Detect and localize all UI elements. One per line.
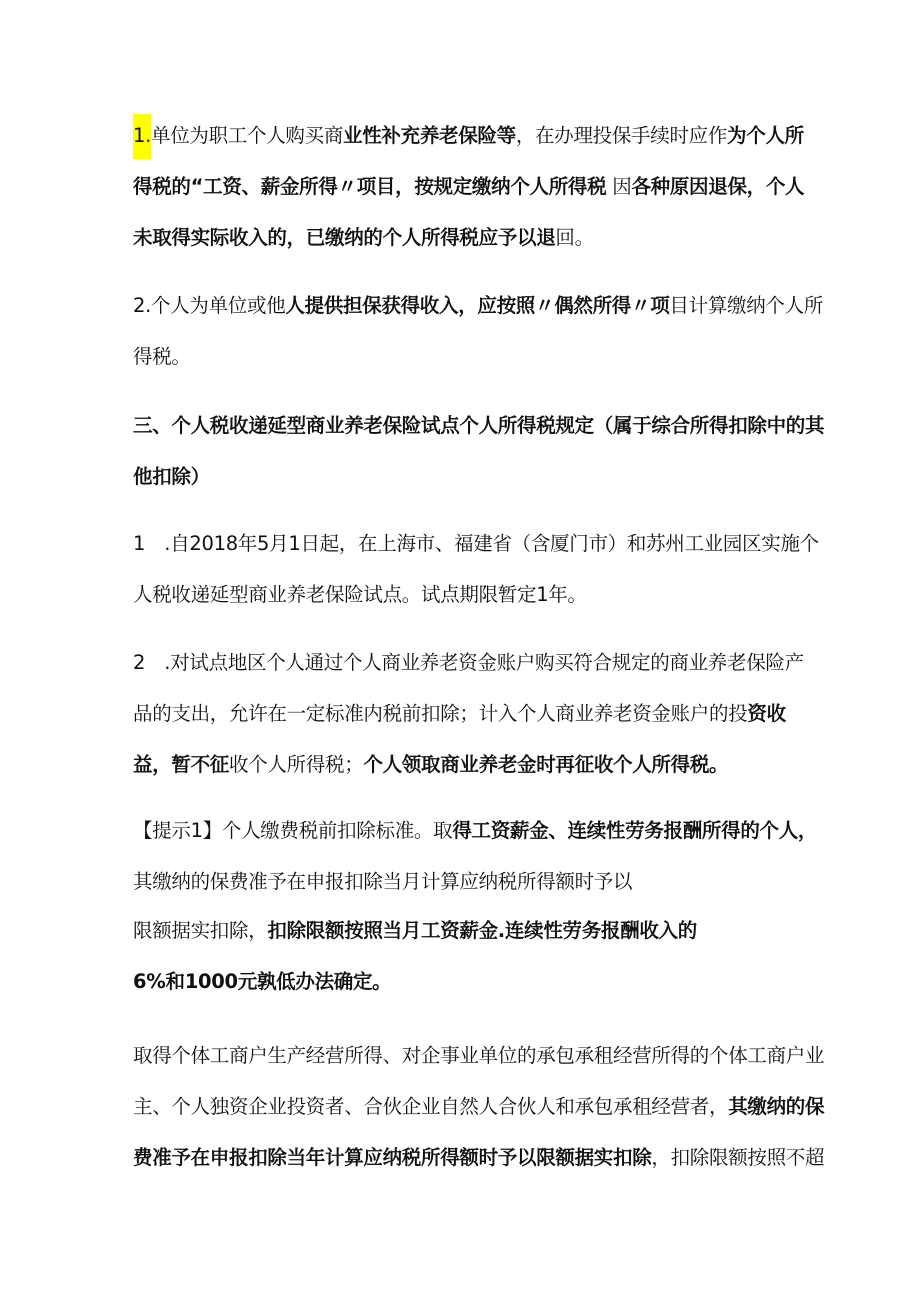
- paragraph-business-line-2: 主、个人独资企业投资者、合伙企业自然人合伙人和承包承租经营者，其缴纳的保: [133, 1095, 825, 1118]
- section-heading-3-line-2: 他扣除）: [133, 465, 210, 488]
- paragraph-2-line-1: 2.个人为单位或他人提供担保获得收入，应按照〃偶然所得〃项目计算缴纳个人所: [133, 294, 824, 317]
- paragraph-2-line-2: 得税。: [133, 345, 191, 368]
- tip-paragraph-line-1: 【提示1】个人缴费税前扣除标准。取得工资薪金、连续性劳务报酬所得的个人，: [133, 819, 818, 842]
- paragraph-1-line-3: 未取得实际收入的，已缴纳的个人所得税应予以退回。: [133, 226, 594, 249]
- paragraph-business: [133, 1030, 825, 1183]
- paragraph-3: [133, 518, 819, 620]
- paragraph-1-line-2: 得税的“工资、薪金所得〃项目，按规定缴纳个人所得税 因各种原因退保，个人: [133, 175, 805, 198]
- tip-paragraph-line-2: 其缴纳的保费准予在申报扣除当月计算应纳税所得额时予以: [133, 870, 633, 893]
- paragraph-4-line-1: 2 .对试点地区个人通过个人商业养老资金账户购买符合规定的商业养老保险产: [133, 651, 804, 674]
- paragraph-business-line-1: 取得个体工商户生产经营所得、对企事业单位的承包承租经营所得的个体工商户业: [133, 1044, 825, 1067]
- paragraph-limit: [133, 905, 798, 1007]
- section-heading-3-line-1: 三、个人税收递延型商业养老保险试点个人所得税规定（属于综合所得扣除中的其: [133, 414, 825, 437]
- paragraph-2: [133, 280, 824, 382]
- paragraph-4: [133, 637, 804, 790]
- highlight-mark: 1.: [133, 114, 151, 159]
- paragraph-1: [133, 110, 805, 263]
- paragraph-4-line-3: 益，暂不征收个人所得税；个人领取商业养老金时再征收个人所得税。: [133, 753, 729, 776]
- paragraph-business-line-3: 费准予在申报扣除当年计算应纳税所得额时予以限额据实扣除，扣除限额按照不超: [133, 1146, 825, 1169]
- paragraph-3-line-1: 1 .自2018年5月1日起，在上海市、福建省（含厦门市）和苏州工业园区实施个: [133, 532, 819, 555]
- paragraph-3-line-2: 人税收递延型商业养老保险试点。试点期限暂定1年。: [133, 583, 587, 606]
- paragraph-limit-line-1: 限额据实扣除，扣除限额按照当月工资薪金.连续性劳务报酬收入的: [133, 919, 697, 942]
- paragraph-limit-line-2: 6%和1000元孰低办法确定。: [133, 970, 392, 993]
- section-heading-3: [133, 400, 825, 502]
- paragraph-4-line-2: 品的支出，允许在一定标准内税前扣除；计入个人商业养老资金账户的投资收: [133, 702, 786, 725]
- paragraph-1-line-1: 1.单位为职工个人购买商业性补充养老保险等，在办理投保手续时应作为个人所: [133, 110, 798, 161]
- tip-paragraph: [133, 805, 818, 907]
